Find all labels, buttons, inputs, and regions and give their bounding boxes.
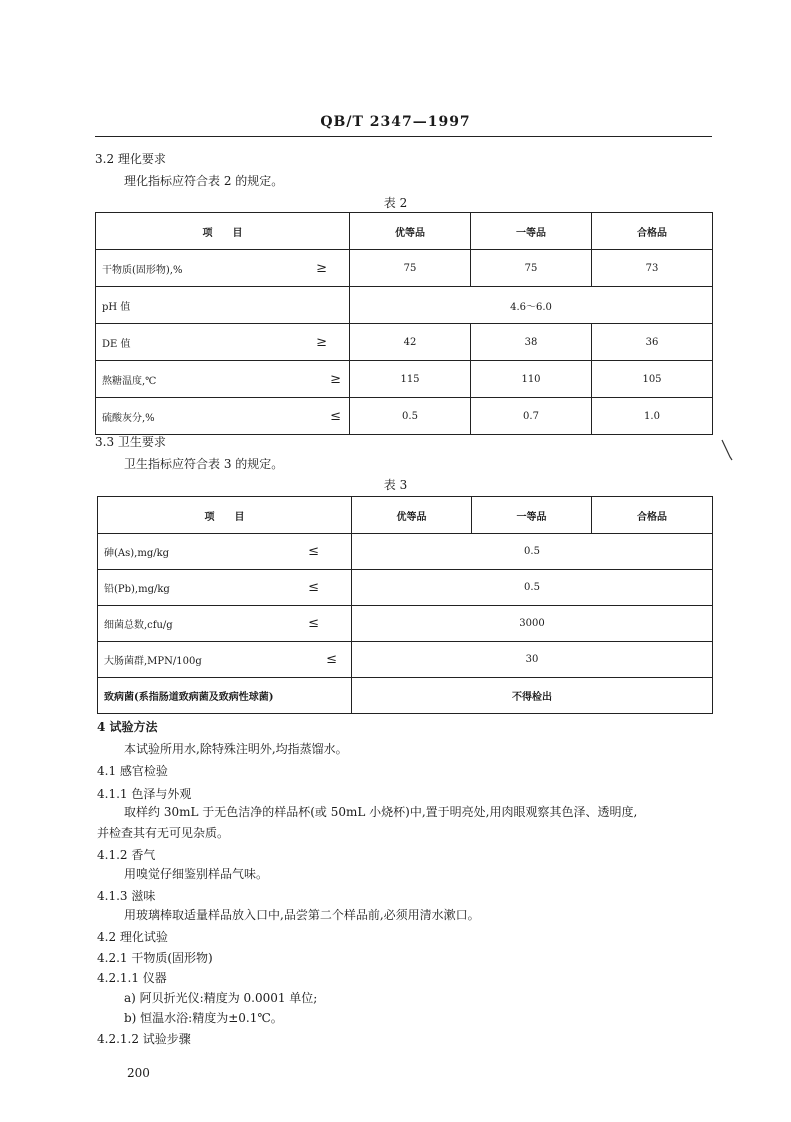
page-header: QB/T 2347—1997 (320, 114, 471, 130)
table-row (96, 324, 713, 361)
section-4-2-1-2-heading: 4.2.1.2 试验步骤 (97, 1032, 191, 1046)
cell-grade-2: 110 (471, 361, 592, 398)
section-3-3-intro: 卫生指标应符合表 3 的规定。 (124, 457, 284, 471)
row-item: pH 值 (96, 287, 350, 324)
cell-grade-1: 75 (350, 250, 471, 287)
section-4-intro: 本试验所用水,除特殊注明外,均指蒸馏水。 (124, 742, 348, 756)
cell-grade-1: 42 (350, 324, 471, 361)
cell-grade-2: 75 (471, 250, 592, 287)
row-item: 铅(Pb),mg/kg ≤ (98, 570, 352, 606)
section-3-2-heading: 3.2 理化要求 (95, 152, 166, 166)
section-4-2-heading: 4.2 理化试验 (97, 930, 168, 944)
section-4-1-1-heading: 4.1.1 色泽与外观 (97, 787, 192, 801)
table-2-header-grade-1: 优等品 (350, 213, 471, 250)
table-3 (97, 496, 713, 714)
cell-grade-1: 115 (350, 361, 471, 398)
cell-grade-2: 0.7 (471, 398, 592, 435)
row-item: 硫酸灰分,% ≤ (96, 398, 350, 435)
section-4-heading: 4 试验方法 (97, 720, 158, 734)
section-4-2-1-1-heading: 4.2.1.1 仪器 (97, 971, 167, 985)
row-item: 熬糖温度,℃ ≥ (96, 361, 350, 398)
row-item: 致病菌(系指肠道致病菌及致病性球菌) (98, 678, 352, 714)
section-4-1-2-heading: 4.1.2 香气 (97, 848, 156, 862)
section-4-1-1-text-line-2: 并检查其有无可见杂质。 (97, 826, 230, 840)
cell-grade-3: 73 (592, 250, 713, 287)
cell-grade-3: 105 (592, 361, 713, 398)
table-2-header-grade-3: 合格品 (592, 213, 713, 250)
section-4-1-3-text: 用玻璃棒取适量样品放入口中,品尝第二个样品前,必须用清水漱口。 (124, 908, 480, 922)
cell-grade-1: 0.5 (350, 398, 471, 435)
table-row (98, 642, 713, 678)
table-row (98, 678, 713, 714)
row-item: 细菌总数,cfu/g ≤ (98, 606, 352, 642)
instrument-b: b) 恒温水浴:精度为±0.1℃。 (124, 1011, 283, 1025)
table-3-header-row (98, 497, 713, 534)
header-rule (95, 136, 712, 137)
table-2-header-grade-2: 一等品 (471, 213, 592, 250)
page-number: 200 (127, 1066, 150, 1080)
section-4-1-heading: 4.1 感官检验 (97, 764, 168, 778)
margin-pen-mark (720, 438, 734, 462)
table-2-header-item: 项 目 (96, 213, 350, 250)
table-3-header-grade-1: 优等品 (352, 497, 472, 534)
table-row (98, 570, 713, 606)
row-item: 砷(As),mg/kg ≤ (98, 534, 352, 570)
section-4-1-3-heading: 4.1.3 滋味 (97, 889, 156, 903)
table-row (96, 287, 713, 324)
table-3-header-item: 项 目 (98, 497, 352, 534)
cell-merged: 0.5 (352, 534, 713, 570)
table-row (98, 606, 713, 642)
row-item: 干物质(固形物),% ≥ (96, 250, 350, 287)
table-2-caption: 表 2 (383, 196, 408, 210)
table-row (96, 398, 713, 435)
table-3-caption: 表 3 (383, 478, 408, 492)
table-3-header-grade-3: 合格品 (592, 497, 713, 534)
table-2-header-row (96, 213, 713, 250)
row-item: 大肠菌群,MPN/100g ≤ (98, 642, 352, 678)
cell-merged: 3000 (352, 606, 713, 642)
instrument-a: a) 阿贝折光仪:精度为 0.0001 单位; (124, 991, 318, 1005)
section-4-2-1-heading: 4.2.1 干物质(固形物) (97, 951, 213, 965)
table-3-header-grade-2: 一等品 (472, 497, 592, 534)
cell-merged: 4.6～6.0 (350, 287, 713, 324)
row-item: DE 值 ≥ (96, 324, 350, 361)
cell-merged: 30 (352, 642, 713, 678)
table-2 (95, 212, 713, 435)
table-row (98, 534, 713, 570)
cell-merged: 不得检出 (352, 678, 713, 714)
table-row (96, 250, 713, 287)
section-4-1-2-text: 用嗅觉仔细鉴别样品气味。 (124, 867, 269, 881)
cell-merged: 0.5 (352, 570, 713, 606)
cell-grade-2: 38 (471, 324, 592, 361)
section-3-2-intro: 理化指标应符合表 2 的规定。 (124, 174, 284, 188)
section-3-3-heading: 3.3 卫生要求 (95, 435, 166, 449)
cell-grade-3: 1.0 (592, 398, 713, 435)
section-4-1-1-text-line-1: 取样约 30mL 于无色洁净的样品杯(或 50mL 小烧杯)中,置于明亮处,用肉眼观察其色泽、透明度, (124, 805, 638, 819)
table-row (96, 361, 713, 398)
cell-grade-3: 36 (592, 324, 713, 361)
